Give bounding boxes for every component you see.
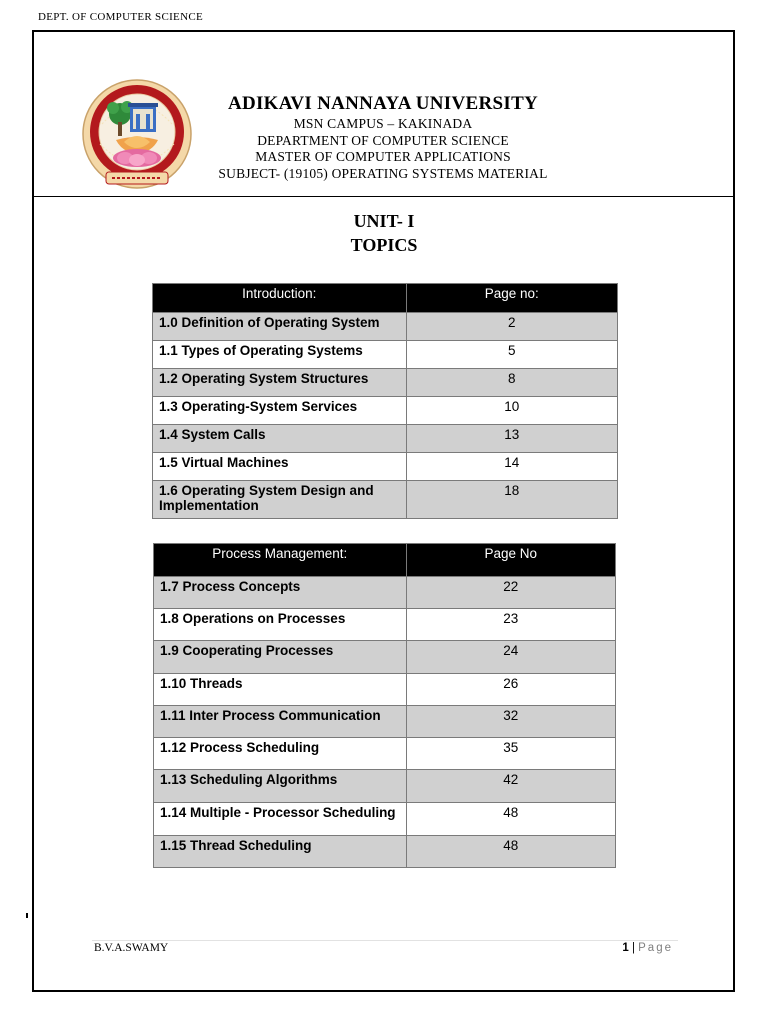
university-name: ADIKAVI NANNAYA UNIVERSITY [227, 93, 539, 114]
table-row [154, 738, 616, 770]
page-cell: 22 [406, 577, 615, 609]
page-cell: 18 [406, 481, 617, 519]
table-header-page: Page no: [406, 284, 617, 313]
topic-cell: 1.9 Cooperating Processes [154, 641, 407, 674]
table-row [153, 397, 618, 425]
topic-cell: 1.6 Operating System Design and Implementation [153, 481, 407, 519]
table-row [153, 453, 618, 481]
unit-title: UNIT- I [353, 211, 415, 231]
page-cell: 23 [406, 609, 615, 641]
topic-cell: 1.10 Threads [154, 674, 407, 706]
topics-title: TOPICS [350, 235, 418, 255]
letterhead [200, 92, 566, 182]
page-cell: 35 [406, 738, 615, 770]
table-header-page: Page No [406, 544, 615, 577]
page-cell: 48 [406, 836, 615, 868]
topic-cell: 1.0 Definition of Operating System [153, 313, 407, 341]
margin-mark [26, 913, 28, 918]
page-cell: 24 [406, 641, 615, 674]
page-cell: 5 [406, 341, 617, 369]
table-row [154, 836, 616, 868]
page-cell: 10 [406, 397, 617, 425]
table-row [154, 609, 616, 641]
table-row [153, 341, 618, 369]
running-header-dept: DEPT. OF COMPUTER SCIENCE [38, 11, 203, 23]
topic-cell: 1.13 Scheduling Algorithms [154, 770, 407, 803]
campus-line: MSN CAMPUS – KAKINADA [293, 116, 473, 131]
page-cell: 8 [406, 369, 617, 397]
page-cell: 2 [406, 313, 617, 341]
topic-cell: 1.1 Types of Operating Systems [153, 341, 407, 369]
topic-cell: 1.7 Process Concepts [154, 577, 407, 609]
footer-divider [92, 940, 678, 941]
page-cell: 32 [406, 706, 615, 738]
topic-cell: 1.12 Process Scheduling [154, 738, 407, 770]
header-divider [32, 196, 735, 197]
table-row [154, 706, 616, 738]
department-line: DEPARTMENT OF COMPUTER SCIENCE [257, 132, 509, 148]
page-cell: 48 [406, 803, 615, 836]
table-row [153, 369, 618, 397]
topic-cell: 1.5 Virtual Machines [153, 453, 407, 481]
topic-cell: 1.3 Operating-System Services [153, 397, 407, 425]
footer-author: B.V.A.SWAMY [94, 942, 169, 954]
university-seal-icon [80, 78, 194, 190]
introduction-topics-table [152, 283, 618, 519]
topic-cell: 1.8 Operations on Processes [154, 609, 407, 641]
subject-line: SUBJECT- (19105) OPERATING SYSTEMS MATERIAL [218, 165, 548, 181]
topic-cell: 1.14 Multiple - Processor Scheduling [154, 803, 407, 836]
page-label: Page [638, 942, 673, 954]
program-line: MASTER OF COMPUTER APPLICATIONS [255, 149, 511, 164]
page-cell: 42 [406, 770, 615, 803]
table-row [154, 674, 616, 706]
table-row [153, 313, 618, 341]
topic-cell: 1.15 Thread Scheduling [154, 836, 407, 868]
table-row [153, 425, 618, 453]
table-row [154, 770, 616, 803]
page-separator: | [628, 942, 639, 954]
table-row [154, 577, 616, 609]
table-row [154, 641, 616, 674]
page-cell: 13 [406, 425, 617, 453]
page-cell: 26 [406, 674, 615, 706]
table-row [154, 803, 616, 836]
table-header-topic: Process Management: [154, 544, 407, 577]
table-header-topic: Introduction: [153, 284, 407, 313]
topic-cell: 1.11 Inter Process Communication [154, 706, 407, 738]
page-cell: 14 [406, 453, 617, 481]
table-row [153, 481, 618, 519]
topic-cell: 1.4 System Calls [153, 425, 407, 453]
process-management-topics-table [153, 543, 616, 868]
topic-cell: 1.2 Operating System Structures [153, 369, 407, 397]
footer-page-number [622, 942, 673, 954]
page-number: 1 [622, 942, 629, 954]
